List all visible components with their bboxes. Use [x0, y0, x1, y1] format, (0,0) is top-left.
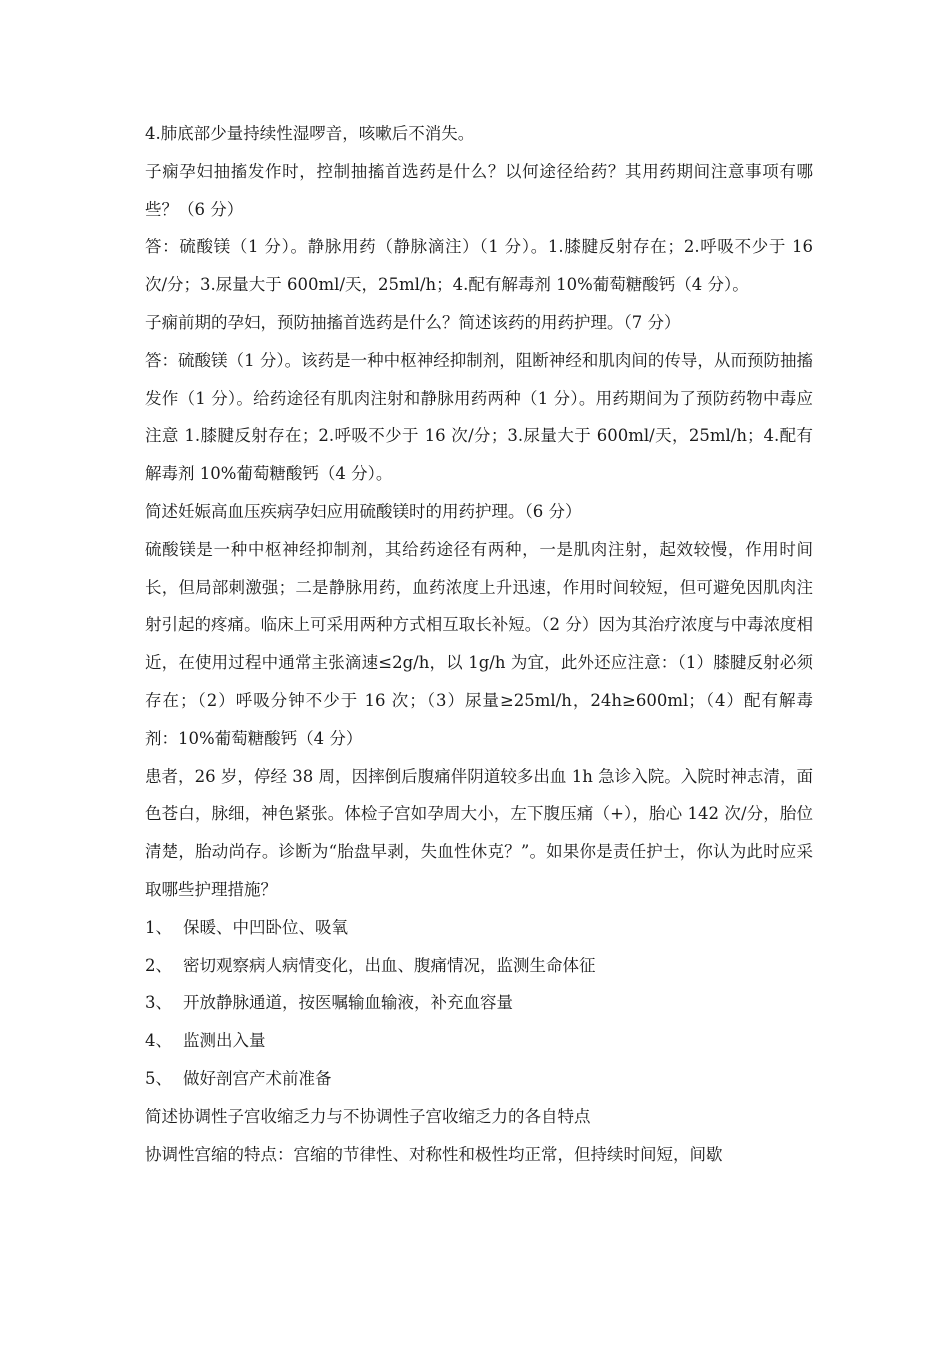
question-magnesium-sulfate-care: 简述妊娠高血压疾病孕妇应用硫酸镁时的用药护理。（6 分） — [145, 501, 582, 521]
question-preeclampsia-drug: 子痫前期的孕妇，预防抽搐首选药是什么？简述该药的用药护理。（7 分） — [145, 312, 681, 332]
list-item-number: 2、 — [145, 955, 172, 975]
question-uterine-inertia: 简述协调性子宫收缩乏力与不协调性子宫收缩乏力的各自特点 — [145, 1106, 591, 1126]
list-item-text: 保暖、中凹卧位、吸氧 — [183, 917, 348, 937]
answer-eclampsia-drug: 答：硫酸镁（1 分）。静脉用药（静脉滴注）（1 分）。1.膝腱反射存在；2.呼吸不少于 16 次/分；3.尿量大于 600ml/天，25ml/h；4.配有解毒剂 10%葡萄糖酸钙（4 分）。 — [145, 237, 813, 295]
list-item — [145, 947, 813, 985]
answer-uterine-inertia: 协调性宫缩的特点：宫缩的节律性、对称性和极性均正常，但持续时间短，间歇 — [145, 1144, 723, 1164]
answer-magnesium-sulfate-care: 硫酸镁是一种中枢神经抑制剂，其给药途径有两种，一是肌肉注射，起效较慢，作用时间长，但局部刺激强；二是静脉用药，血药浓度上升迅速，作用时间较短，但可避免因肌肉注射引起的疼痛。临床上可采用两种方式相互取长补短。（2 分）因为其治疗浓度与中毒浓度相近，在使用过程中通常主张滴速≤2g/h，以 1g/h 为宜，此外还应注意：（1）膝腱反射必须存在；（2）呼吸分钟不少于 16 次；（3）尿量≥25ml/h，24h≥600ml；（4）配有解毒剂：10%葡萄糖酸钙（4 分） — [145, 539, 813, 748]
list-item-text: 做好剖宫产术前准备 — [183, 1068, 332, 1088]
answer-preeclampsia-drug: 答：硫酸镁（1 分）。该药是一种中枢神经抑制剂，阻断神经和肌肉间的传导，从而预防抽搐发作（1 分）。给药途径有肌肉注射和静脉用药两种（1 分）。用药期间为了预防药物中毒应注意 1.膝腱反射存在；2.呼吸不少于 16 次/分；3.尿量大于 600ml/天，25ml/h；4.配有解毒剂 10%葡萄糖酸钙（4 分）。 — [145, 350, 813, 484]
list-item-number: 4、 — [145, 1031, 172, 1051]
list-item — [145, 1060, 813, 1098]
list-item — [145, 1022, 813, 1060]
list-item — [145, 909, 813, 947]
list-item-text: 监测出入量 — [183, 1031, 266, 1051]
list-item-number: 5、 — [145, 1068, 172, 1088]
list-item-number: 3、 — [145, 993, 172, 1013]
list-item-text: 开放静脉通道，按医嘱输血输液，补充血容量 — [183, 993, 513, 1013]
list-item-number: 1、 — [145, 917, 172, 937]
list-item-text: 密切观察病人病情变化，出血、腹痛情况，监测生命体征 — [183, 955, 596, 975]
list-item — [145, 984, 813, 1022]
question-eclampsia-drug: 子痫孕妇抽搐发作时，控制抽搐首选药是什么？以何途径给药？其用药期间注意事项有哪些？（6 分） — [145, 161, 813, 219]
paragraph-lung-rales: 4.肺底部少量持续性湿啰音，咳嗽后不消失。 — [145, 124, 475, 143]
case-placental-abruption: 患者，26 岁，停经 38 周，因摔倒后腹痛伴阴道较多出血 1h 急诊入院。入院时神志清，面色苍白，脉细，神色紧张。体检子宫如孕周大小，左下腹压痛（+），胎心 142 次/分，胎位清楚，胎动尚存。诊断为“胎盘早剥，失血性休克？”。如果你是责任护士，你认为此时应采取哪些护理措施？ — [145, 766, 813, 899]
document-body — [145, 115, 813, 1173]
